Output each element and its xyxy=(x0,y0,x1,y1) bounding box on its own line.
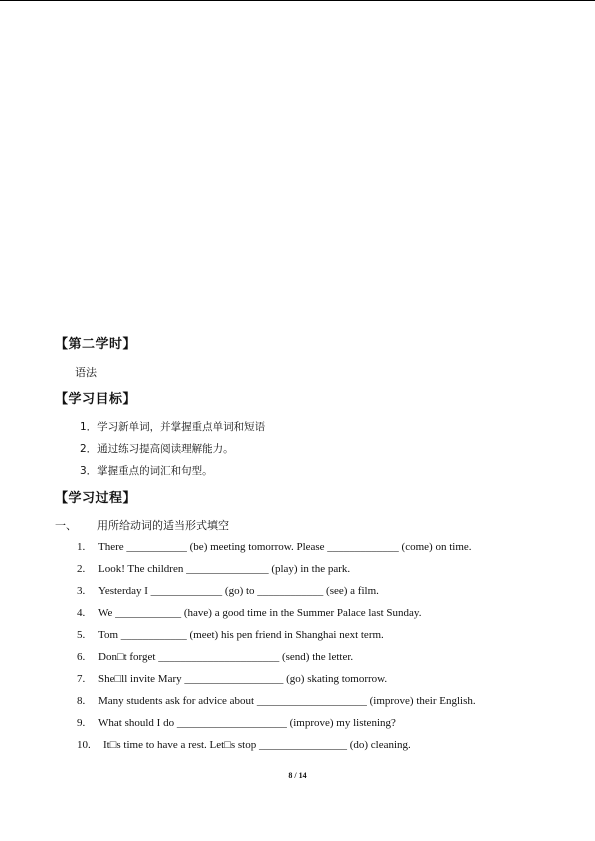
exercise-item xyxy=(77,673,387,685)
exercise-number: 3. xyxy=(77,585,86,597)
exercise-text: Yesterday I _____________ (go) to ____________ (see) a film. xyxy=(98,585,379,597)
section-title: 用所给动词的适当形式填空 xyxy=(97,519,229,532)
exercise-text: It□s time to have a rest. Let□s stop ________________ (do) cleaning. xyxy=(103,739,411,751)
process-heading: 【学习过程】 xyxy=(55,491,137,506)
exercise-item xyxy=(77,563,350,575)
exercise-number: 2. xyxy=(77,563,86,575)
exercise-text: We ____________ (have) a good time in the Summer Palace last Sunday. xyxy=(98,607,422,619)
exercise-item xyxy=(77,585,379,597)
goal-item: 3．掌握重点的词汇和句型。 xyxy=(80,465,213,477)
exercise-item xyxy=(77,541,472,553)
exercise-item xyxy=(77,717,396,729)
exercise-text: Look! The children _______________ (play) in the park. xyxy=(98,563,351,575)
section-heading xyxy=(55,517,229,533)
exercise-number: 9. xyxy=(77,717,86,729)
exercise-item xyxy=(77,651,353,663)
exercise-text: What should I do ____________________ (improve) my listening? xyxy=(98,717,396,729)
page-number: 8 / 14 xyxy=(288,771,307,780)
exercise-item xyxy=(77,695,476,707)
exercise-item xyxy=(77,739,411,751)
exercise-text: Don□t forget ______________________ (send) the letter. xyxy=(98,651,354,663)
exercise-number: 8. xyxy=(77,695,86,707)
lesson-subtitle: 语法 xyxy=(75,366,97,379)
exercise-text: Tom ____________ (meet) his pen friend in Shanghai next term. xyxy=(98,629,384,641)
exercise-item xyxy=(77,607,421,619)
exercise-number: 4. xyxy=(77,607,86,619)
exercise-number: 7. xyxy=(77,673,86,685)
goal-item: 2．通过练习提高阅读理解能力。 xyxy=(80,443,234,455)
goal-item: 1．学习新单词，并掌握重点单词和短语 xyxy=(80,421,266,433)
exercise-text: She□ll invite Mary __________________ (go) skating tomorrow. xyxy=(98,673,388,685)
exercise-number: 5. xyxy=(77,629,86,641)
section-number: 一、 xyxy=(55,519,77,532)
exercise-text: Many students ask for advice about ____________________ (improve) their English. xyxy=(98,695,476,707)
exercise-item xyxy=(77,629,384,641)
exercise-number: 6. xyxy=(77,651,86,663)
top-rule xyxy=(0,0,595,1)
goals-heading: 【学习目标】 xyxy=(55,392,137,407)
exercise-number: 1. xyxy=(77,541,86,553)
exercise-text: There ___________ (be) meeting tomorrow. Please _____________ (come) on time. xyxy=(98,541,472,553)
exercise-number: 10. xyxy=(77,739,91,751)
lesson-heading: 【第二学时】 xyxy=(55,337,137,352)
